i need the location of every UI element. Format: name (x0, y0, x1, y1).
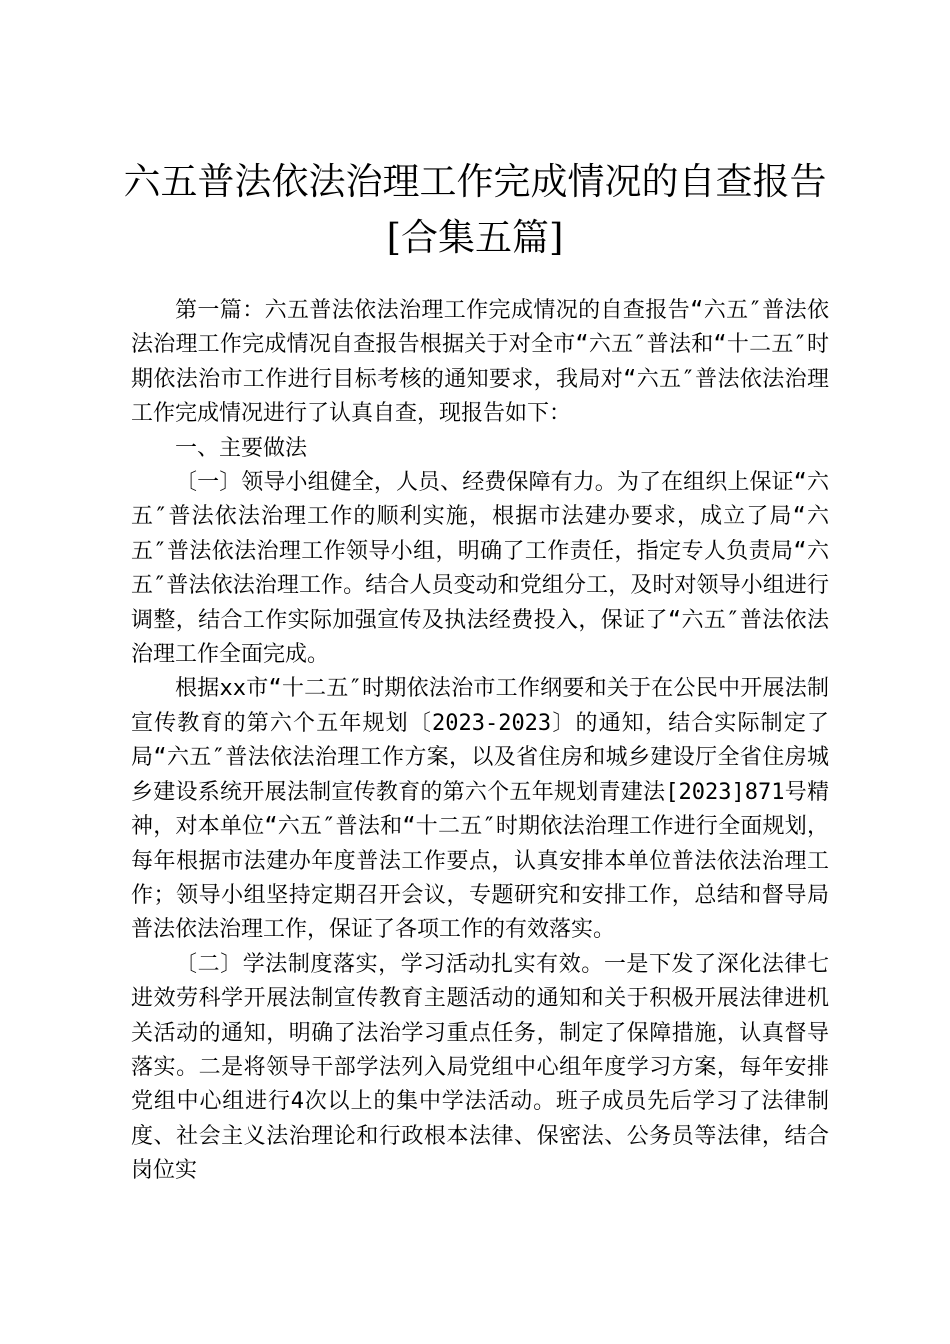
section-heading-main-practices: 一、主要做法 (175, 435, 308, 461)
paragraph-intro: 第一篇：六五普法依法治理工作完成情况的自查报告“六五″普法依法治理工作完成情况自查报告根据关于对全市“六五″普法和“十二五″时期依法治市工作进行目标考核的通知要求，我局对“六五″普法依法治理工作完成情况进行了认真自查，现报告如下： (131, 298, 829, 427)
paragraph-work-plan: 根据xx市“十二五″时期依法治市工作纲要和关于在公民中开展法制宣传教育的第六个五年规划〔2023-2023〕的通知，结合实际制定了局“六五″普法依法治理工作方案，以及省住房和城乡建设厅全省住房城乡建设系统开展法制宣传教育的第六个五年规划青建法[2023]871号精神，对本单位“六五″普法和“十二五″时期依法治理工作进行全面规划，每年根据市法建办年度普法工作要点，认真安排本单位普法依法治理工作；领导小组坚持定期召开会议，专题研究和安排工作，总结和督导局普法依法治理工作，保证了各项工作的有效落实。 (131, 676, 829, 943)
paragraph-leadership-group: 〔一〕领导小组健全，人员、经费保障有力。为了在组织上保证“六五″普法依法治理工作的顺利实施，根据市法建办要求，成立了局“六五″普法依法治理工作领导小组，明确了工作责任，指定专人负责局“六五″普法依法治理工作。结合人员变动和党组分工，及时对领导小组进行调整，结合工作实际加强宣传及执法经费投入，保证了“六五″普法依法治理工作全面完成。 (131, 470, 829, 668)
document-title: 六五普法依法治理工作完成情况的自查报告 (123, 160, 827, 203)
document-subtitle: [合集五篇] (386, 216, 564, 259)
document-body (131, 294, 829, 1189)
paragraph-study-system: 〔二〕学法制度落实，学习活动扎实有效。一是下发了深化法律七进效劳科学开展法制宣传教育主题活动的通知和关于积极开展法律进机关活动的通知，明确了法治学习重点任务，制定了保障措施，认真督导落实。二是将领导干部学法列入局党组中心组年度学习方案，每年安排党组中心组进行4次以上的集中学法活动。班子成员先后学习了法律制度、社会主义法治理论和行政根本法律、保密法、公务员等法律，结合岗位实 (131, 951, 829, 1184)
